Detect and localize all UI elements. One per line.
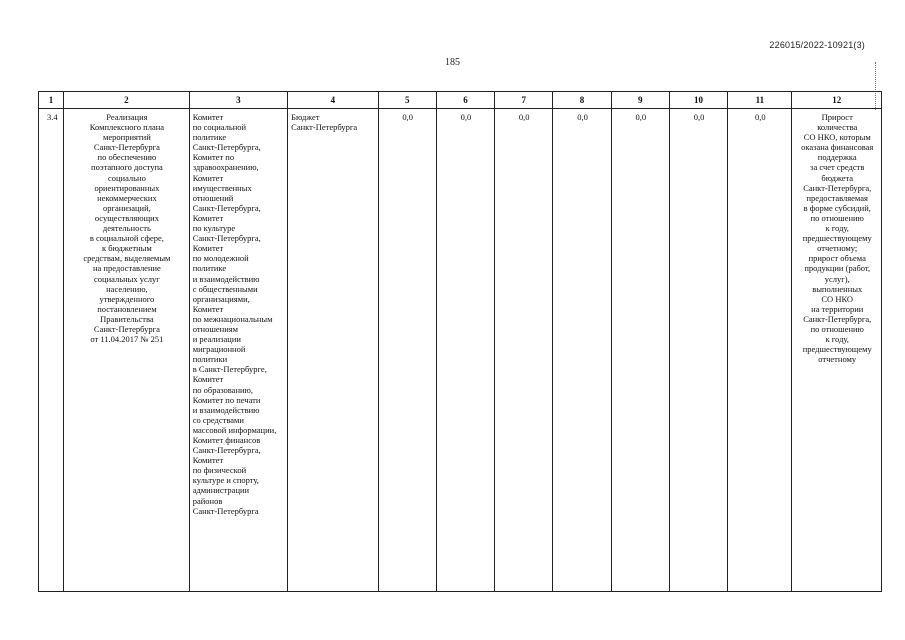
col-header-12: 12 bbox=[792, 92, 882, 109]
value-11: 0,0 bbox=[755, 112, 766, 122]
col-header-1: 1 bbox=[39, 92, 64, 109]
value-cell-10 bbox=[669, 109, 727, 592]
header-row bbox=[39, 92, 882, 109]
indicator-cell bbox=[792, 109, 882, 592]
col-header-4: 4 bbox=[288, 92, 378, 109]
row-number-cell bbox=[39, 109, 64, 592]
indicator-text: Прирост количества СО НКО, которым оказана финансовая поддержка за счет средств бюджета Санкт-Петербурга, предоставляемая в форме субсидий, по отношению к году, предшествующему отчетному; прирост объема продукции (работ, услуг), выполненных СО НКО на территории Санкт-Петербурга, по отношению к году, предшествующему отчетному bbox=[801, 112, 874, 365]
executors-cell bbox=[189, 109, 287, 592]
value-cell-7 bbox=[495, 109, 553, 592]
value-10: 0,0 bbox=[693, 112, 705, 122]
document-id: 226015/2022-10921(3) bbox=[769, 40, 865, 50]
col-header-6: 6 bbox=[436, 92, 494, 109]
value-cell-11 bbox=[728, 109, 792, 592]
value-7: 0,0 bbox=[518, 112, 530, 122]
row-number: 3.4 bbox=[47, 112, 58, 122]
col-header-7: 7 bbox=[495, 92, 553, 109]
measures-table bbox=[38, 91, 882, 592]
value-8: 0,0 bbox=[577, 112, 588, 122]
funding-source: Бюджет Санкт-Петербурга bbox=[291, 112, 358, 133]
col-header-9: 9 bbox=[611, 92, 669, 109]
value-5: 0,0 bbox=[402, 112, 414, 122]
page-number: 185 bbox=[445, 57, 460, 68]
value-9: 0,0 bbox=[635, 112, 647, 122]
measure-text: Реализация Комплексного плана мероприятий Санкт-Петербурга по обеспечению поэтапного доступа социально ориентированных некоммерческих организаций, осуществляющих деятельность в социальной сфере, к бюджетным средствам, выделяемым на предоставление социальных услуг населению, утвержденного постановлением Правительства Санкт-Петербурга от 11.04.2017 № 251 bbox=[83, 112, 171, 345]
col-header-11: 11 bbox=[728, 92, 792, 109]
value-cell-5 bbox=[378, 109, 436, 592]
col-header-2: 2 bbox=[64, 92, 190, 109]
table-row bbox=[39, 109, 882, 592]
col-header-5: 5 bbox=[378, 92, 436, 109]
col-header-3: 3 bbox=[189, 92, 287, 109]
executors-text: Комитет по социальной политике Санкт-Петербурга, Комитет по здравоохранению, Комитет имущественных отношений Санкт-Петербурга, Комитет по культуре Санкт-Петербурга, Комитет по молодежной политике и взаимодействию с общественными организациями, Комитет по межнациональным отношениям и реализации миграционной политики в Санкт-Петербурге, Комитет по образованию, Комитет по печати и взаимодействию со средствами массовой информации, Комитет финансов Санкт-Петербурга, Комитет по физической культуре и спорту, администрации районов Санкт-Петербурга bbox=[192, 112, 277, 516]
value-cell-8 bbox=[553, 109, 611, 592]
value-6: 0,0 bbox=[460, 112, 472, 122]
value-cell-9 bbox=[611, 109, 669, 592]
measure-cell bbox=[64, 109, 190, 592]
col-header-8: 8 bbox=[553, 92, 611, 109]
col-header-10: 10 bbox=[669, 92, 727, 109]
source-cell bbox=[288, 109, 378, 592]
value-cell-6 bbox=[436, 109, 494, 592]
